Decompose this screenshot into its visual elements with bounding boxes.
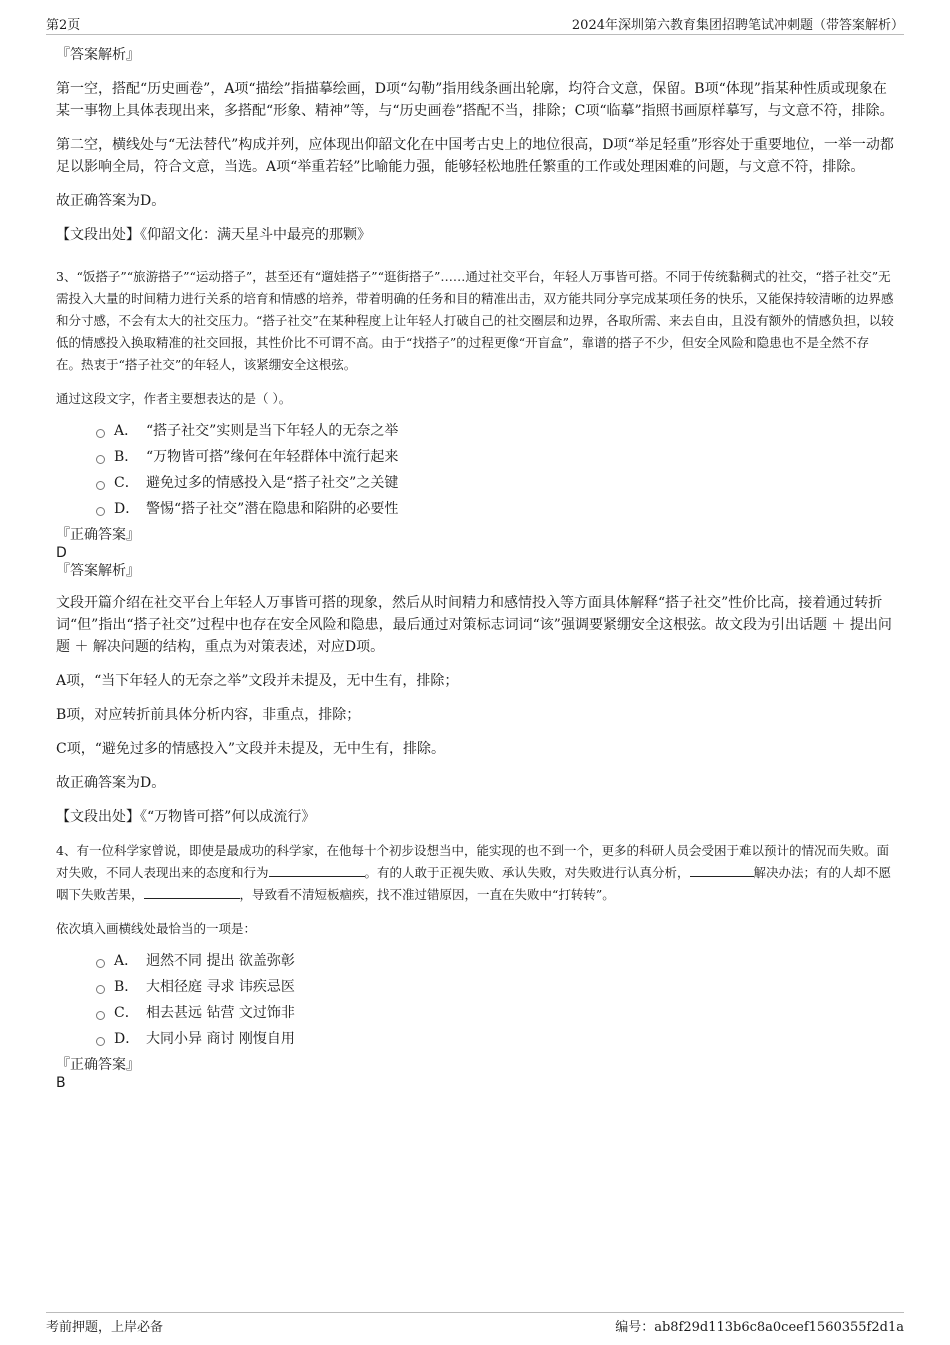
q3-options — [96, 418, 894, 522]
q4-option-a[interactable] — [96, 948, 894, 974]
document-id: 编号：ab8f29d113b6c8a0ceef1560355f2d1a — [615, 1320, 904, 1335]
option-letter: B． — [114, 449, 139, 465]
option-text: “万物皆可搭”缘何在年轻群体中流行起来 — [146, 449, 399, 465]
q2-conclusion: 故正确答案为D。 — [56, 193, 166, 209]
q3-analysis-a: A项，“当下年轻人的无奈之举”文段并未提及，无中生有，排除； — [56, 673, 459, 689]
radio-icon[interactable] — [96, 1011, 105, 1020]
option-text: 大同小异 商讨 刚愎自用 — [146, 1031, 295, 1047]
q4-answer: B — [56, 1075, 66, 1091]
page-number: 第2页 — [46, 18, 81, 33]
radio-icon[interactable] — [96, 507, 105, 516]
option-text: 迥然不同 提出 欲盖弥彰 — [146, 953, 295, 969]
q2-analysis-label: 『答案解析』 — [56, 47, 140, 63]
q4-option-c[interactable] — [96, 1000, 894, 1026]
q3-question: 通过这段文字，作者主要想表达的是（ ）。 — [56, 391, 292, 406]
option-letter: A． — [114, 953, 139, 969]
q3-answer-label: 『正确答案』 — [56, 527, 140, 543]
radio-icon[interactable] — [96, 429, 105, 438]
q3-source: 【文段出处】《“万物皆可搭”何以成流行》 — [56, 809, 316, 825]
option-letter: C． — [114, 1005, 139, 1021]
q2-analysis-p1: 第一空，搭配“历史画卷”，A项“描绘”指描摹绘画，D项“勾勒”指用线条画出轮廓，均符合文意，保留。B项“体现”指某种性质或现象在某一事物上具体表现出来，多搭配“形象、精神”等，与“历史画卷”搭配不当，排除；C项“临摹”指照书画原样摹写，与文意不符，排除。 — [56, 81, 894, 119]
q4-options — [96, 948, 894, 1052]
option-letter: C． — [114, 475, 139, 491]
option-letter: B． — [114, 979, 139, 995]
option-text: 避免过多的情感投入是“搭子社交”之关键 — [146, 475, 399, 491]
radio-icon[interactable] — [96, 481, 105, 490]
radio-icon[interactable] — [96, 1037, 105, 1046]
q3-passage: 3、“饭搭子”“旅游搭子”“运动搭子”，甚至还有“遛娃搭子”“逛街搭子”……通过社交平台，年轻人万事皆可搭。不同于传统黏稠式的社交，“搭子社交”无需投入大量的时间精力进行关系的培育和情感的培养，带着明确的任务和目的精准出击，双方能共同分享完成某项任务的快乐，又能保持较清晰的边界感和分寸感，不会有太大的社交压力。“搭子社交”在某种程度上让年轻人打破自己的社交圈层和边界，各取所需、来去自由，且没有额外的情感负担，以较低的情感投入换取精准的社交回报，其性价比不可谓不高。由于“找搭子”的过程更像“开盲盒”，靠谱的搭子不少，但安全风险和隐患也不是全然不存在。热衷于“搭子社交”的年轻人，该紧绷安全这根弦。 — [56, 269, 894, 372]
footer-slogan: 考前押题，上岸必备 — [46, 1320, 164, 1335]
q4-question: 依次填入画横线处最恰当的一项是： — [56, 921, 257, 936]
q3-analysis-c: C项，“避免过多的情感投入”文段并未提及，无中生有，排除。 — [56, 741, 446, 757]
q4-seg1: 4、有一位科学家曾说，即使是最成功的科学家，在他每十个初步设想当中，能实现的也不到一个，更多的科研人员会受困于难以预计的情况而失败。面对失败，不同人表现出来的态度和行为 — [56, 843, 889, 880]
q4-seg4: ，导致看不清短板痼疾，找不准过错原因，一直在失败中“打转转”。 — [239, 887, 615, 902]
option-letter: A． — [114, 423, 139, 439]
radio-icon[interactable] — [96, 985, 105, 994]
q3-conclusion: 故正确答案为D。 — [56, 775, 166, 791]
option-letter: D． — [114, 1031, 140, 1047]
q2-analysis-p2: 第二空，横线处与“无法替代”构成并列，应体现出仰韶文化在中国考古史上的地位很高，D项“举足轻重”形容处于重要地位，一举一动都足以影响全局，符合文意，当选。A项“举重若轻”比喻能力强，能够轻松地胜任繁重的工作或处理困难的问题，与文意不符，排除。 — [56, 137, 894, 175]
fill-blank — [269, 862, 365, 877]
fill-blank — [690, 862, 754, 877]
q3-answer: D — [56, 545, 67, 561]
q3-option-c[interactable] — [96, 470, 894, 496]
q4-option-b[interactable] — [96, 974, 894, 1000]
q3-analysis-b: B项，对应转折前具体分析内容，非重点，排除； — [56, 707, 361, 723]
q4-seg2: 。有的人敢于正视失败、承认失败，对失败进行认真分析， — [364, 865, 690, 880]
option-text: 警惕“搭子社交”潜在隐患和陷阱的必要性 — [146, 501, 399, 517]
option-text: “搭子社交”实则是当下年轻人的无奈之举 — [146, 423, 399, 439]
option-text: 大相径庭 寻求 讳疾忌医 — [146, 979, 295, 995]
q3-option-d[interactable] — [96, 496, 894, 522]
radio-icon[interactable] — [96, 959, 105, 968]
q2-source: 【文段出处】《仰韶文化：满天星斗中最亮的那颗》 — [56, 227, 371, 243]
radio-icon[interactable] — [96, 455, 105, 464]
q4-seg3: 解决办法；有的人却不愿咽下失败苦果， — [56, 865, 892, 902]
q3-analysis-main: 文段开篇介绍在社交平台上年轻人万事皆可搭的现象，然后从时间精力和感情投入等方面具体解释“搭子社交”性价比高，接着通过转折词“但”指出“搭子社交”过程中也存在安全风险和隐患，最后通过对策标志词词“该”强调要紧绷安全这根弦。故文段为引出话题 ＋ 提出问题 ＋ 解决问题的结构，重点为对策表述，对应D项。 — [56, 595, 892, 655]
q4-option-d[interactable] — [96, 1026, 894, 1052]
q3-option-a[interactable] — [96, 418, 894, 444]
page-content — [56, 46, 894, 1092]
q4-answer-label: 『正确答案』 — [56, 1057, 140, 1073]
document-title: 2024年深圳第六教育集团招聘笔试冲刺题（带答案解析） — [571, 18, 904, 33]
q3-analysis-label: 『答案解析』 — [56, 563, 140, 579]
q3-option-b[interactable] — [96, 444, 894, 470]
fill-blank — [144, 884, 240, 899]
page-footer — [46, 1312, 904, 1335]
option-letter: D． — [114, 501, 140, 517]
page-header — [46, 14, 904, 35]
option-text: 相去甚远 钻营 文过饰非 — [146, 1005, 295, 1021]
q4-passage — [56, 840, 894, 906]
